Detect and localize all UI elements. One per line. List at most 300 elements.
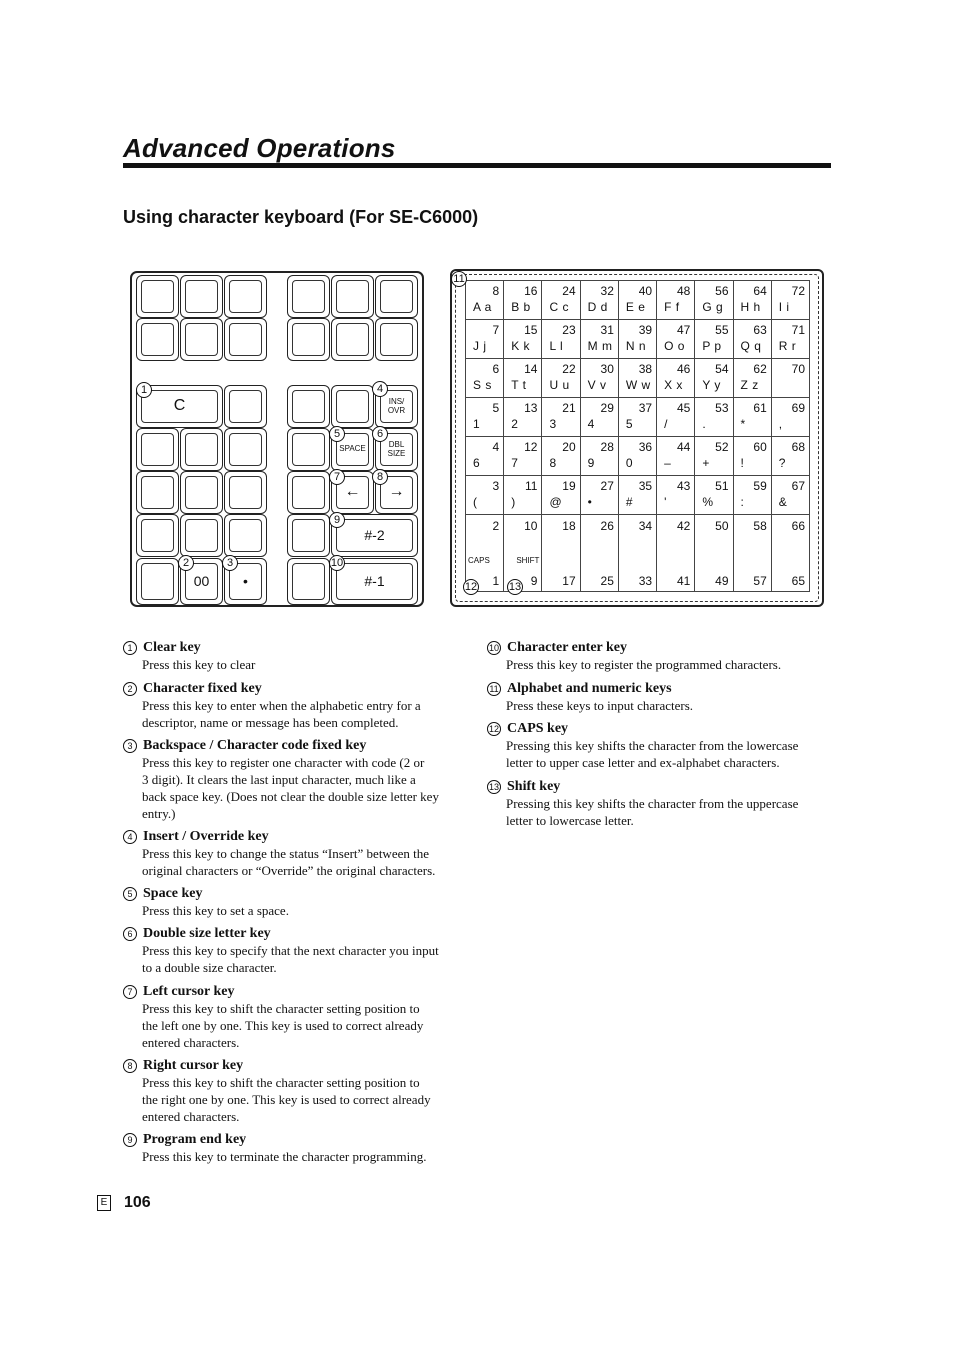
- char-label: Y y: [702, 378, 721, 392]
- keyboard-key-r5-l1-face: [141, 476, 174, 509]
- char-key[interactable]: [771, 398, 809, 437]
- keyboard-key-r5-l2-face: [185, 476, 218, 509]
- key-name: Right cursor key: [143, 1058, 244, 1073]
- key-description-heading: [123, 984, 423, 1000]
- key-description: [487, 779, 798, 829]
- keyboard-key-r1-l2[interactable]: [180, 275, 223, 318]
- char-key[interactable]: [542, 359, 580, 398]
- char-key[interactable]: [618, 281, 656, 320]
- keyboard-key-r3-r2[interactable]: [331, 385, 374, 428]
- char-label: C c: [549, 300, 569, 314]
- char-label: K k: [511, 339, 531, 353]
- char-label: ?: [778, 456, 786, 470]
- keyboard-key-r2-r2-face: [336, 323, 369, 356]
- char-key[interactable]: [657, 398, 695, 437]
- char-key[interactable]: [771, 476, 809, 515]
- char-code: 60: [753, 440, 767, 454]
- char-code: 49: [715, 574, 729, 588]
- char-code: 27: [600, 479, 614, 493]
- char-label: !: [740, 456, 745, 470]
- keyboard-key-r5-l1[interactable]: [136, 471, 179, 514]
- keyboard-key-r6-l1-face: [141, 519, 174, 552]
- char-label: 5: [625, 417, 634, 431]
- char-key[interactable]: [657, 476, 695, 515]
- char-code: 8: [492, 284, 500, 298]
- key-description-heading: [123, 829, 435, 845]
- char-key[interactable]: [504, 320, 542, 359]
- keyboard-key-r4-l1-face: [141, 433, 174, 466]
- char-code: 51: [715, 479, 729, 493]
- keyboard-key-r3-l3-face: [229, 390, 262, 423]
- char-code: 14: [524, 362, 538, 376]
- char-code: 26: [600, 519, 614, 533]
- key-name: Character fixed key: [143, 681, 262, 696]
- keyboard-key-r5-r1[interactable]: [287, 471, 330, 514]
- char-code: 38: [638, 362, 653, 376]
- char-label: O o: [664, 339, 685, 353]
- char-code: 48: [676, 284, 691, 298]
- char-key[interactable]: [542, 515, 580, 592]
- char-key[interactable]: [733, 359, 771, 398]
- char-code: 43: [676, 479, 691, 493]
- char-label: 8: [549, 456, 557, 470]
- keyboard-key-r4-l3[interactable]: [224, 428, 267, 471]
- keyboard-key-r5-l3-face: [229, 476, 262, 509]
- callout-number: 13: [488, 782, 499, 792]
- char-label: E e: [625, 300, 646, 314]
- keyboard-key-r3-l3[interactable]: [224, 385, 267, 428]
- callout-2: 2: [178, 555, 194, 571]
- keyboard-key-r1-l1[interactable]: [136, 275, 179, 318]
- keyboard-key-r7-r1[interactable]: [287, 558, 330, 605]
- keyboard-key-r6-r1-face: [292, 519, 325, 552]
- char-key[interactable]: [695, 437, 733, 476]
- char-label: 2: [511, 417, 519, 431]
- char-key[interactable]: [580, 437, 618, 476]
- char-code: 1: [492, 574, 500, 588]
- char-label: V v: [587, 378, 607, 392]
- char-label: &: [778, 495, 788, 509]
- char-key[interactable]: [657, 515, 695, 592]
- callout-1: 1: [136, 382, 152, 398]
- keyboard-key-r1-l1-face: [141, 280, 174, 313]
- char-key[interactable]: [733, 515, 771, 592]
- key-description-text: Pressing this key shifts the character from the uppercase letter to lowercase letter.: [506, 796, 799, 828]
- char-code: 21: [562, 401, 576, 415]
- char-code: 65: [791, 574, 805, 588]
- keyboard-key-r1-l2-face: [185, 280, 218, 313]
- char-key[interactable]: [542, 398, 580, 437]
- char-label: ): [511, 495, 516, 509]
- key-description-text: Pressing this key shifts the character from the lowercase letter to upper case letter and ex-alphabet characters.: [506, 738, 799, 770]
- char-key[interactable]: [771, 320, 809, 359]
- key-description-heading: [123, 1132, 426, 1148]
- left-cursor-key-face: ←: [336, 476, 369, 509]
- backspace-key-face: •: [229, 563, 262, 600]
- char-label: J j: [473, 339, 487, 353]
- key-description: [123, 829, 435, 879]
- keyboard-key-r2-l1-face: [141, 323, 174, 356]
- callout-number: 6: [123, 927, 137, 941]
- char-key[interactable]: [542, 320, 580, 359]
- section-heading: Using character keyboard (For SE-C6000): [123, 207, 479, 227]
- char-code: 36: [638, 440, 653, 454]
- insert-override-key-face: INS/ OVR: [380, 390, 413, 423]
- char-key[interactable]: [771, 281, 809, 320]
- callout-3: 3: [222, 555, 238, 571]
- char-key[interactable]: [733, 320, 771, 359]
- char-label: A a: [473, 300, 492, 314]
- keyboard-key-r2-l3[interactable]: [224, 318, 267, 361]
- char-label: I i: [778, 300, 790, 314]
- key-description: [487, 721, 798, 771]
- key-description-heading: [487, 681, 693, 697]
- keyboard-key-r3-r2-face: [336, 390, 369, 423]
- char-code: 62: [753, 362, 767, 376]
- char-key[interactable]: [618, 398, 656, 437]
- char-key[interactable]: [466, 398, 504, 437]
- callout-number: 5: [123, 887, 137, 901]
- key-description: [123, 681, 421, 731]
- key-name: Double size letter key: [143, 926, 271, 941]
- char-label: %: [702, 495, 714, 509]
- callout-number: 3: [123, 739, 137, 753]
- key-description-heading: [123, 926, 439, 942]
- key-description-heading: [487, 640, 781, 656]
- char-key[interactable]: [733, 398, 771, 437]
- char-key[interactable]: [618, 320, 656, 359]
- char-code: 34: [638, 519, 653, 533]
- char-code: 24: [562, 284, 576, 298]
- key-description-text: Press this key to shift the character setting position to the left one by one. This key is used to correct already entered characters.: [142, 1001, 424, 1050]
- callout-11: 11: [451, 271, 467, 287]
- char-key[interactable]: [504, 437, 542, 476]
- char-code: 42: [676, 519, 691, 533]
- char-label: 7: [511, 456, 519, 470]
- char-label: (: [473, 495, 478, 509]
- key-description-text: Press this key to enter when the alphabetic entry for a descriptor, name or message has been completed.: [142, 698, 421, 730]
- char-label: *: [740, 417, 746, 431]
- keyboard-key-r2-r1[interactable]: [287, 318, 330, 361]
- char-key[interactable]: [466, 281, 504, 320]
- character-code-grid: [465, 280, 810, 592]
- key-description: [123, 640, 255, 673]
- callout-number: 7: [123, 985, 137, 999]
- keyboard-key-r6-l2-face: [185, 519, 218, 552]
- callout-number: 9: [123, 1133, 137, 1147]
- key-description-text: Press this key to clear: [142, 657, 256, 672]
- keyboard-key-r1-r1[interactable]: [287, 275, 330, 318]
- char-label: F f: [664, 300, 680, 314]
- char-key[interactable]: [618, 476, 656, 515]
- callout-12: 12: [464, 581, 478, 593]
- char-label: :: [740, 495, 745, 509]
- char-code: 44: [676, 440, 691, 454]
- char-code: 61: [753, 401, 767, 415]
- char-code: 12: [524, 440, 538, 454]
- keyboard-key-r3-r1[interactable]: [287, 385, 330, 428]
- char-label: 9: [587, 456, 595, 470]
- keyboard-key-r4-l2-face: [185, 433, 218, 466]
- char-code: 28: [600, 440, 614, 454]
- char-key[interactable]: [695, 515, 733, 592]
- char-label: B b: [511, 300, 531, 314]
- char-key[interactable]: [466, 320, 504, 359]
- char-key[interactable]: [504, 359, 542, 398]
- key-description-heading: [123, 886, 289, 902]
- char-code: 3: [492, 479, 500, 493]
- keyboard-key-r3-r1-face: [292, 390, 325, 423]
- char-code: 55: [715, 323, 729, 337]
- char-key[interactable]: [542, 281, 580, 320]
- keyboard-key-r4-r1[interactable]: [287, 428, 330, 471]
- keyboard-key-r2-r3[interactable]: [375, 318, 418, 361]
- char-label: +: [702, 456, 710, 470]
- keyboard-key-r6-l3-face: [229, 519, 262, 552]
- keyboard-key-r1-l3[interactable]: [224, 275, 267, 318]
- char-code: 67: [791, 479, 805, 493]
- char-label: •: [587, 495, 593, 509]
- keyboard-key-r2-l3-face: [229, 323, 262, 356]
- char-code: 46: [676, 362, 691, 376]
- char-code: 54: [715, 362, 729, 376]
- char-label: /: [664, 417, 668, 431]
- keyboard-key-r1-r2-face: [336, 280, 369, 313]
- char-code: 72: [791, 284, 805, 298]
- key-description-heading: [487, 779, 798, 795]
- key-name: Character enter key: [507, 640, 627, 655]
- char-code: 5: [492, 401, 500, 415]
- char-label: M m: [587, 339, 613, 353]
- callout-number: 2: [123, 682, 137, 696]
- callout-8: 8: [372, 469, 388, 485]
- key-name: Shift key: [507, 779, 561, 794]
- char-label: –: [664, 456, 672, 470]
- key-description: [487, 681, 693, 714]
- page-number: 106: [124, 1194, 151, 1211]
- caps-key-label: CAPS: [468, 556, 490, 565]
- keyboard-key-r4-r1-face: [292, 433, 325, 466]
- char-code: 58: [753, 519, 767, 533]
- callout-13: 13: [508, 581, 522, 593]
- keyboard-key-r1-r3-face: [380, 280, 413, 313]
- char-key[interactable]: [466, 437, 504, 476]
- keyboard-key-r6-l1[interactable]: [136, 514, 179, 557]
- char-code: 16: [524, 284, 538, 298]
- callout-9: 9: [329, 512, 345, 528]
- char-code: 20: [562, 440, 576, 454]
- char-key[interactable]: [580, 281, 618, 320]
- char-code: 10: [524, 519, 538, 533]
- keyboard-key-r7-l1[interactable]: [136, 558, 179, 605]
- key-description-heading: [487, 721, 798, 737]
- key-name: Space key: [143, 886, 203, 901]
- char-code: 35: [638, 479, 653, 493]
- char-code: 29: [600, 401, 614, 415]
- char-label: 0: [625, 456, 634, 470]
- character-enter-key-face: #-1: [336, 563, 413, 600]
- char-code: 18: [562, 519, 576, 533]
- char-label: X x: [664, 378, 683, 392]
- char-key[interactable]: [466, 359, 504, 398]
- keyboard-key-r1-r2[interactable]: [331, 275, 374, 318]
- program-end-key-face: #-2: [336, 519, 413, 552]
- char-label: 6: [473, 456, 481, 470]
- callout-number: 8: [123, 1059, 137, 1073]
- char-label: 4: [587, 417, 595, 431]
- key-description-heading: [123, 681, 421, 697]
- key-description: [123, 926, 439, 976]
- char-key[interactable]: [657, 437, 695, 476]
- key-description-heading: [123, 738, 439, 754]
- char-code: 17: [562, 574, 576, 588]
- char-code: 53: [715, 401, 729, 415]
- char-code: 37: [638, 401, 653, 415]
- char-label: Q q: [740, 339, 762, 353]
- char-key[interactable]: [580, 398, 618, 437]
- char-key[interactable]: [695, 476, 733, 515]
- right-cursor-key-face: →: [380, 476, 413, 509]
- char-label: P p: [702, 339, 722, 353]
- keyboard-key-r4-l2[interactable]: [180, 428, 223, 471]
- char-label: .: [702, 417, 707, 431]
- callout-7: 7: [329, 469, 345, 485]
- char-label: U u: [549, 378, 570, 392]
- char-code: 13: [524, 401, 538, 415]
- char-key[interactable]: [695, 398, 733, 437]
- char-code: 47: [676, 323, 691, 337]
- char-key[interactable]: [504, 398, 542, 437]
- key-name: Clear key: [143, 640, 201, 655]
- char-label: R r: [778, 339, 797, 353]
- keyboard-key-r2-l1[interactable]: [136, 318, 179, 361]
- keyboard-key-r2-r3-face: [380, 323, 413, 356]
- char-key[interactable]: [771, 437, 809, 476]
- key-name: CAPS key: [507, 721, 569, 736]
- char-key[interactable]: [657, 359, 695, 398]
- char-code: 71: [791, 323, 805, 337]
- char-code: 23: [562, 323, 576, 337]
- char-code: 45: [676, 401, 691, 415]
- char-label: S s: [473, 378, 492, 392]
- keyboard-key-r6-l3[interactable]: [224, 514, 267, 557]
- char-code: 31: [600, 323, 614, 337]
- key-description: [487, 640, 781, 673]
- char-label: ,: [778, 417, 783, 431]
- char-key[interactable]: [580, 320, 618, 359]
- char-key[interactable]: [618, 437, 656, 476]
- char-key[interactable]: [580, 476, 618, 515]
- keyboard-key-r2-r2[interactable]: [331, 318, 374, 361]
- char-key[interactable]: [580, 359, 618, 398]
- key-description: [123, 1132, 426, 1165]
- key-name: Program end key: [143, 1132, 247, 1147]
- clear-key-face: C: [141, 390, 218, 423]
- shift-key-label: SHIFT: [516, 556, 540, 565]
- callout-4: 4: [372, 381, 388, 397]
- key-description-text: Press this key to shift the character setting position to the right one by one. This key is used to correct already entered characters.: [142, 1075, 431, 1124]
- char-key[interactable]: [504, 281, 542, 320]
- char-code: 33: [638, 574, 653, 588]
- char-key[interactable]: [695, 281, 733, 320]
- key-description-text: Press this key to register one character with code (2 or 3 digit). It clears the last input character, much like a back space key. (Does not clear the double size letter key entry.): [142, 755, 439, 821]
- char-key[interactable]: [771, 515, 809, 592]
- key-name: Backspace / Character code fixed key: [143, 738, 367, 753]
- keyboard-key-r5-l2[interactable]: [180, 471, 223, 514]
- char-key[interactable]: [542, 476, 580, 515]
- keyboard-key-r6-l2[interactable]: [180, 514, 223, 557]
- callout-6: 6: [372, 426, 388, 442]
- char-code: 66: [791, 519, 805, 533]
- char-label: H h: [740, 300, 761, 314]
- callout-number: 11: [487, 682, 501, 696]
- char-key[interactable]: [771, 359, 809, 398]
- char-key[interactable]: [618, 515, 656, 592]
- char-key[interactable]: [466, 476, 504, 515]
- key-name: Left cursor key: [143, 984, 235, 999]
- char-label: 3: [549, 417, 557, 431]
- key-name: Alphabet and numeric keys: [507, 681, 672, 696]
- char-code: 63: [753, 323, 767, 337]
- char-label: W w: [625, 378, 651, 392]
- key-description-heading: [123, 640, 255, 656]
- space-key-face: SPACE: [336, 433, 369, 466]
- keyboard-key-r7-r1-face: [292, 563, 325, 600]
- char-key[interactable]: [733, 281, 771, 320]
- char-code: 22: [562, 362, 576, 376]
- key-description-text: Press this key to terminate the character programming.: [142, 1149, 427, 1164]
- char-key[interactable]: [657, 320, 695, 359]
- callout-number: 4: [123, 830, 137, 844]
- char-label: G g: [702, 300, 724, 314]
- key-description-text: Press this key to register the programmed characters.: [506, 657, 782, 672]
- keyboard-key-r1-r3[interactable]: [375, 275, 418, 318]
- title-rule: [123, 163, 831, 168]
- char-key[interactable]: [733, 476, 771, 515]
- callout-number: 12: [488, 724, 499, 734]
- char-key[interactable]: [580, 515, 618, 592]
- keyboard-key-r6-r1[interactable]: [287, 514, 330, 557]
- char-code: 59: [753, 479, 767, 493]
- char-code: 9: [530, 574, 538, 588]
- char-code: 6: [492, 362, 500, 376]
- char-code: 50: [715, 519, 729, 533]
- char-code: 4: [492, 440, 500, 454]
- char-label: 1: [473, 417, 481, 431]
- char-code: 19: [562, 479, 576, 493]
- char-key[interactable]: [618, 359, 656, 398]
- char-label: D d: [587, 300, 608, 314]
- char-key[interactable]: [695, 320, 733, 359]
- char-code: 52: [715, 440, 729, 454]
- char-key[interactable]: [542, 437, 580, 476]
- double-size-key-face: DBL SIZE: [380, 433, 413, 466]
- char-code: 70: [791, 362, 805, 376]
- char-key[interactable]: [733, 437, 771, 476]
- key-description: [123, 1058, 431, 1125]
- keyboard-key-r2-l2[interactable]: [180, 318, 223, 361]
- char-code: 40: [638, 284, 653, 298]
- key-description: [123, 984, 423, 1051]
- char-key[interactable]: [504, 476, 542, 515]
- keyboard-key-r4-l1[interactable]: [136, 428, 179, 471]
- char-key[interactable]: [695, 359, 733, 398]
- keyboard-key-r5-l3[interactable]: [224, 471, 267, 514]
- key-description-heading: [123, 1058, 431, 1074]
- char-code: 68: [791, 440, 805, 454]
- char-key[interactable]: [657, 281, 695, 320]
- callout-10: 10: [330, 557, 344, 569]
